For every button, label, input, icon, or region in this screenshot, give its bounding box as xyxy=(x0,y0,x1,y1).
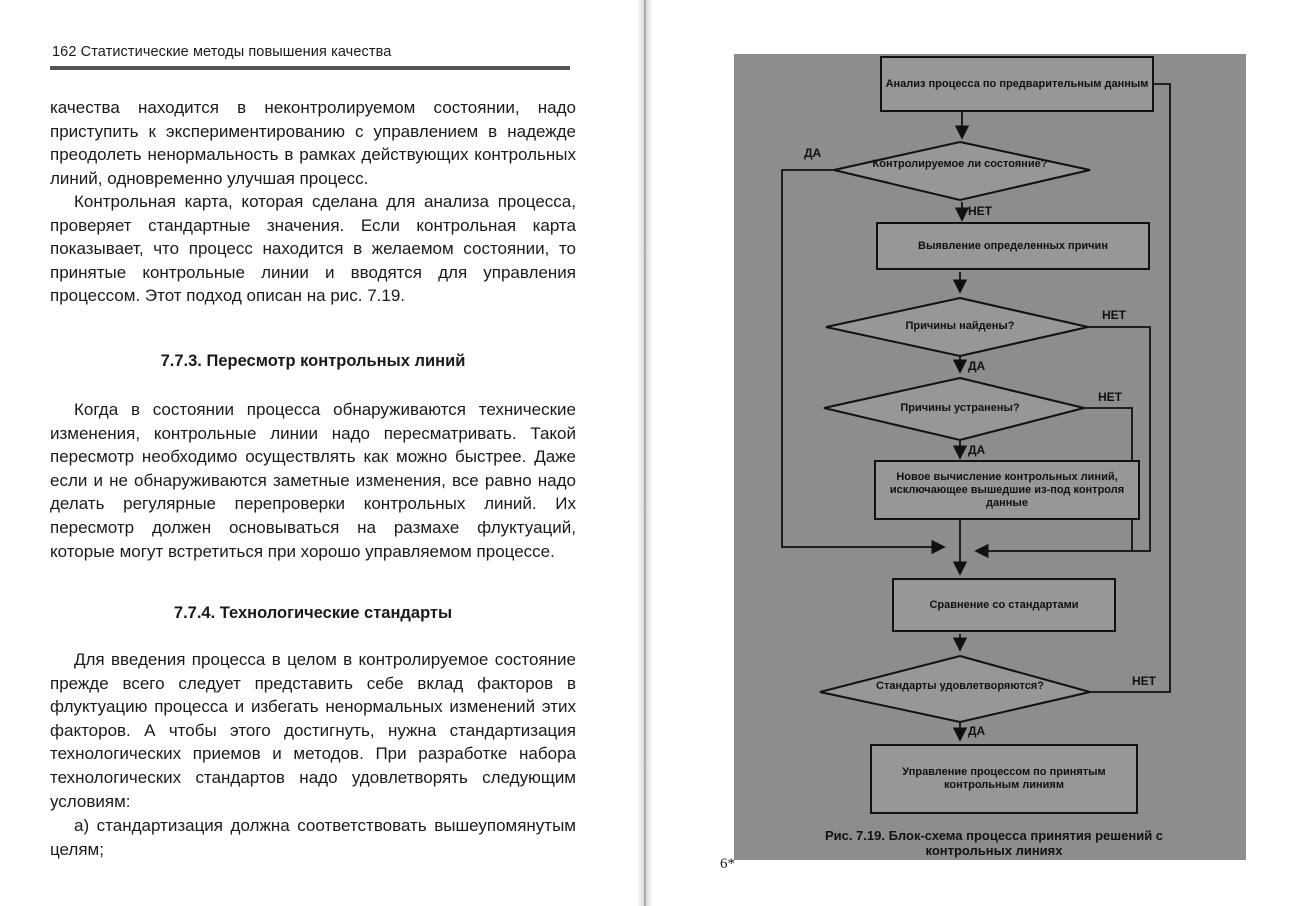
right-page xyxy=(652,0,1304,906)
signature-mark: 6* xyxy=(720,856,735,872)
decision-standards-label: Стандарты удовлетворяются? xyxy=(876,680,1044,692)
figure-caption: Рис. 7.19. Блок-схема процесса принятия решений с контрольных линиях xyxy=(824,828,1164,858)
decision-removed-label: Причины устранены? xyxy=(900,402,1020,414)
label-yes-standards: ДА xyxy=(968,724,986,738)
label-yes-found: ДА xyxy=(968,359,986,373)
flowchart-connectors xyxy=(734,54,1246,860)
paragraph-control-chart: Контрольная карта, которая сделана для анализа процесса, проверяет стандартные значения. Если контрольная карта показывает, что процесс находится в желаемом состоянии, то принятые контрольные линии и вводятся для управления процессом. Этот подход описан на рис. 7.19. xyxy=(50,192,576,306)
running-head: 162 Статистические методы повышения качества xyxy=(52,44,392,60)
box-manage-process: Управление процессом по принятым контрольным линиям xyxy=(870,744,1138,814)
label-no-removed: НЕТ xyxy=(1098,390,1122,404)
box-recalculation: Новое вычисление контрольных линий, исключающее вышедшие из-под контроля данные xyxy=(874,460,1140,520)
header-rule xyxy=(50,66,570,70)
left-page xyxy=(0,0,638,906)
paragraph-continuation: качества находится в неконтролируемом состоянии, надо приступить к экспериментированию с управлением в надежде преодолеть ненормальность в рамках действующих контрольных линий, одновременно улучшая процесс. xyxy=(50,98,576,188)
section-heading-7-7-4: 7.7.4. Технологические стандарты xyxy=(173,604,453,622)
section-heading-7-7-3: 7.7.3. Пересмотр контрольных линий xyxy=(160,352,466,370)
paragraph-7-7-4: Для введения процесса в целом в контролируемое состояние прежде всего следует представить себе вклад факторов в флуктуацию процесса и избегать ненормальных изменений этих факторов. А чтобы этого достигнуть, нужна стандартизация технологических приемов и методов. При разработке набора технологических стандартов надо удовлетворять следующим условиям: xyxy=(50,650,576,811)
label-yes-controlled: ДА xyxy=(804,146,822,160)
list-item-a: а) стандартизация должна соответствовать вышеупомянутым целям; xyxy=(50,816,576,859)
box-analysis: Анализ процесса по предварительным данным xyxy=(880,56,1154,112)
flowchart-figure xyxy=(734,54,1246,860)
label-no-standards: НЕТ xyxy=(1132,674,1156,688)
decision-controlled-shape xyxy=(834,142,1090,200)
decision-controlled-label: Контролируемое ли состояние? xyxy=(872,158,1048,170)
box-identify-causes: Выявление определенных причин xyxy=(876,222,1150,270)
box-compare-standards: Сравнение со стандартами xyxy=(892,578,1116,632)
book-gutter xyxy=(638,0,652,906)
paragraph-7-7-3: Когда в состоянии процесса обнаруживаются технические изменения, контрольные линии надо пересматривать. Такой пересмотр необходимо осуществлять как можно быстрее. Даже если и не обнаруживаются заметные изменения, все равно надо делать регулярные перепроверки контрольных линий. Их пересмотр должен основываться на размахе флуктуаций, которые могут встретиться при хорошо управляемом процессе. xyxy=(50,400,576,561)
label-no-controlled: НЕТ xyxy=(968,204,992,218)
label-no-found: НЕТ xyxy=(1102,308,1126,322)
decision-found-label: Причины найдены? xyxy=(905,320,1015,332)
label-yes-removed: ДА xyxy=(968,443,986,457)
